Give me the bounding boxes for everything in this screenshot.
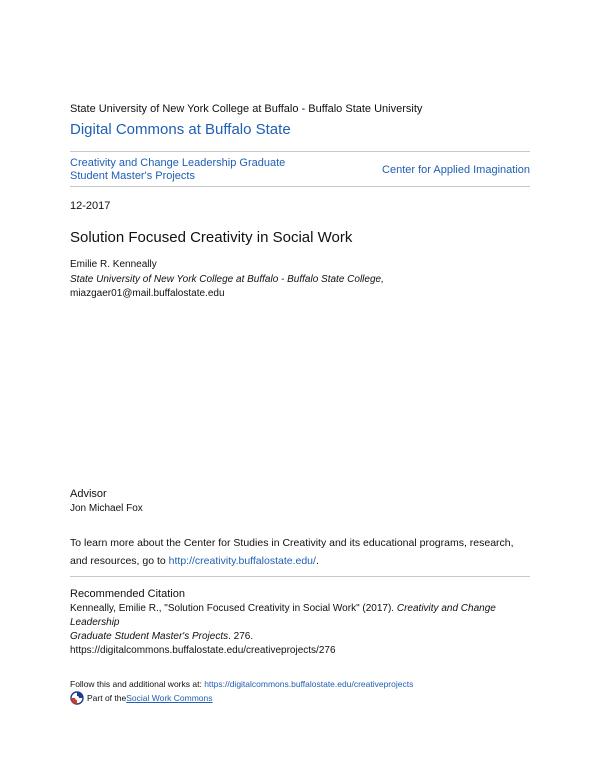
part-of-line: Part of the Social Work Commons <box>70 691 213 705</box>
network-commons-icon <box>70 691 84 705</box>
paper-title: Solution Focused Creativity in Social Work <box>70 229 353 246</box>
citation-url[interactable]: https://digitalcommons.buffalostate.edu/creativeprojects/276 <box>70 645 336 656</box>
social-work-commons-link[interactable]: Social Work Commons <box>126 693 213 703</box>
author-affiliation: State University of New York College at Buffalo - Buffalo State College, <box>70 274 384 285</box>
citation-text: Kenneally, Emilie R., "Solution Focused Creativity in Social Work" (2017). Creativity and Change Leadership Graduate Student Master's Projects. 276. https://digitalcommons.buffalostate.edu/creativeprojects/276 <box>70 602 540 658</box>
info-line-2: and resources, go to http://creativity.buffalostate.edu/. <box>70 555 319 567</box>
advisor-name: Jon Michael Fox <box>70 503 143 514</box>
follow-link[interactable]: https://digitalcommons.buffalostate.edu/creativeprojects <box>204 679 414 689</box>
collection-line-1: Creativity and Change Leadership Graduate <box>70 157 286 169</box>
publication-date: 12-2017 <box>70 200 111 212</box>
collection-line-2: Student Master's Projects <box>70 170 195 182</box>
repository-link[interactable]: Digital Commons at Buffalo State <box>70 121 291 138</box>
institution-name: State University of New York College at Buffalo - Buffalo State University <box>70 103 423 115</box>
center-link[interactable]: Center for Applied Imagination <box>382 164 530 176</box>
info-line-1: To learn more about the Center for Studies in Creativity and its educational programs, research, <box>70 537 514 549</box>
info-link[interactable]: http://creativity.buffalostate.edu/ <box>168 555 316 567</box>
info-paragraph <box>70 534 540 570</box>
author-name: Emilie R. Kenneally <box>70 259 157 270</box>
advisor-heading: Advisor <box>70 488 107 500</box>
citation-heading: Recommended Citation <box>70 588 185 600</box>
top-divider <box>70 151 530 152</box>
citation-divider <box>70 576 530 577</box>
follow-line: Follow this and additional works at: https://digitalcommons.buffalostate.edu/creativeprojects <box>70 679 414 689</box>
collection-link[interactable] <box>70 157 285 183</box>
collections-divider <box>70 186 530 187</box>
author-email: miazgaer01@mail.buffalostate.edu <box>70 288 225 299</box>
